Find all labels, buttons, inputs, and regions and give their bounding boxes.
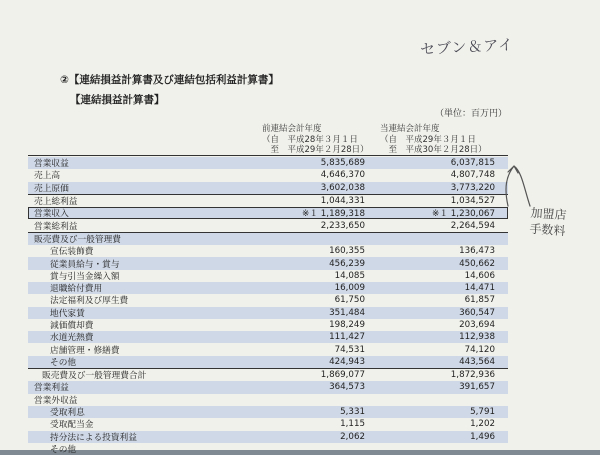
row-label: 営業収益 [34,159,69,170]
handwritten-company-note: セブン＆アイ [419,35,515,59]
table-row [28,294,508,306]
table-row [28,157,508,169]
table-row [28,182,508,195]
table-row [28,418,508,430]
section-heading: ②【連結損益計算書及び連結包括利益計算書】 [60,74,279,86]
table-row [28,282,508,294]
table-row [28,219,508,232]
value-previous: 5,331 [340,407,365,418]
value-previous: 74,531 [334,344,365,355]
table-row [28,356,508,369]
value-previous: 2,233,650 [320,220,365,231]
value-current: 1,496 [470,431,495,442]
table-row [28,443,508,455]
row-label: 持分法による投資利益 [50,432,137,443]
value-current: 14,471 [464,283,495,294]
row-label: その他 [50,357,77,368]
value-previous: ※１ 1,189,318 [302,209,365,220]
row-label: 販売費及び一般管理費 [34,234,121,245]
row-label: 法定福利及び厚生費 [50,296,129,307]
value-current: 2,264,594 [450,220,495,231]
value-previous: 1,044,331 [320,196,365,207]
row-label: 売上原価 [34,183,69,194]
table-row [28,270,508,282]
row-label: 売上総利益 [34,197,78,208]
income-statement-table [28,157,508,455]
value-current: 203,694 [459,320,495,330]
table-row [28,195,508,207]
value-previous: 198,249 [329,320,365,330]
column-header-line: 至 平成30年２月28日） [380,145,487,155]
value-previous: 160,355 [329,246,365,257]
value-current: 360,547 [459,307,495,318]
value-previous: 111,427 [329,332,365,343]
value-current: 1,872,936 [450,370,495,381]
value-current: 5,791 [470,407,495,418]
value-previous: 424,943 [329,356,365,367]
value-current: 1,202 [470,419,495,430]
value-current: 112,938 [459,332,495,343]
value-previous: 364,573 [329,382,365,393]
row-label: 従業員給与・賞与 [50,259,120,270]
row-label: 水道光熱費 [50,333,94,344]
value-previous: 16,009 [334,283,365,294]
value-previous: 351,484 [329,307,365,318]
table-row [28,431,508,443]
row-label: 営業利益 [34,383,69,394]
value-previous: 61,750 [334,295,365,306]
margin-note-line: 手数料 [528,221,566,239]
value-current: 391,657 [459,382,495,393]
value-current: 6,037,815 [450,158,495,169]
value-previous: 1,115 [340,419,365,430]
value-current: 136,473 [459,246,495,257]
column-header-line: （自 平成29年３月１日 [380,134,476,145]
table-row [28,394,508,406]
table-row [28,233,508,245]
column-header-line: 至 平成29年２月28日） [262,145,369,155]
value-previous: 1,869,077 [320,370,365,381]
value-previous: 3,602,038 [320,182,365,193]
unit-label: （単位：百万円） [435,109,508,119]
value-current: 61,857 [464,295,495,306]
value-current: 450,662 [459,258,495,269]
row-label: 営業収入 [34,209,69,220]
value-current: 74,120 [464,344,495,355]
column-header-line: 前連結会計年度 [262,124,322,134]
row-label: 宣伝装飾費 [50,247,94,258]
table-row [28,381,508,393]
value-current: ※１ 1,230,067 [432,209,495,220]
row-label: その他 [50,444,77,455]
value-current: 1,034,527 [450,196,495,207]
margin-note-line: 加盟店 [530,205,568,223]
value-previous: 2,062 [340,431,365,442]
table-row [28,331,508,343]
column-header-line: （自 平成28年３月１日 [262,134,358,145]
row-label: 売上高 [34,171,61,182]
table-row [28,343,508,355]
row-label: 営業外収益 [34,395,78,406]
table-row [28,257,508,269]
value-current: 443,564 [459,356,495,367]
table-row [28,369,508,381]
value-previous: 5,835,689 [320,158,365,169]
row-label: 退職給付費用 [50,284,103,295]
row-label: 賞与引当金繰入額 [50,271,120,282]
handwritten-margin-note [529,205,567,239]
value-previous: 4,646,370 [320,170,365,181]
table-row [28,319,508,331]
value-current: 4,807,748 [450,170,495,181]
row-label: 受取配当金 [50,420,94,431]
subsection-heading: 【連結損益計算書】 [70,94,165,106]
value-current: 14,606 [464,270,495,281]
column-header-line: 当連結会計年度 [380,124,440,134]
row-label: 受取利息 [50,408,85,419]
value-previous: 456,239 [329,258,365,269]
row-label: 地代家賃 [50,308,85,319]
column-header-previous-year [262,124,369,156]
table-row [28,169,508,181]
row-label: 店舗管理・修繕費 [50,345,120,356]
value-previous: 14,085 [334,270,365,281]
table-row [28,307,508,319]
row-label: 営業総利益 [34,221,78,232]
value-current: 3,773,220 [450,182,495,193]
column-header-current-year [380,124,487,156]
row-label: 販売費及び一般管理費合計 [42,371,147,382]
table-row [28,245,508,257]
table-row [28,207,508,219]
table-row [28,406,508,418]
row-label: 減価償却費 [50,321,94,331]
